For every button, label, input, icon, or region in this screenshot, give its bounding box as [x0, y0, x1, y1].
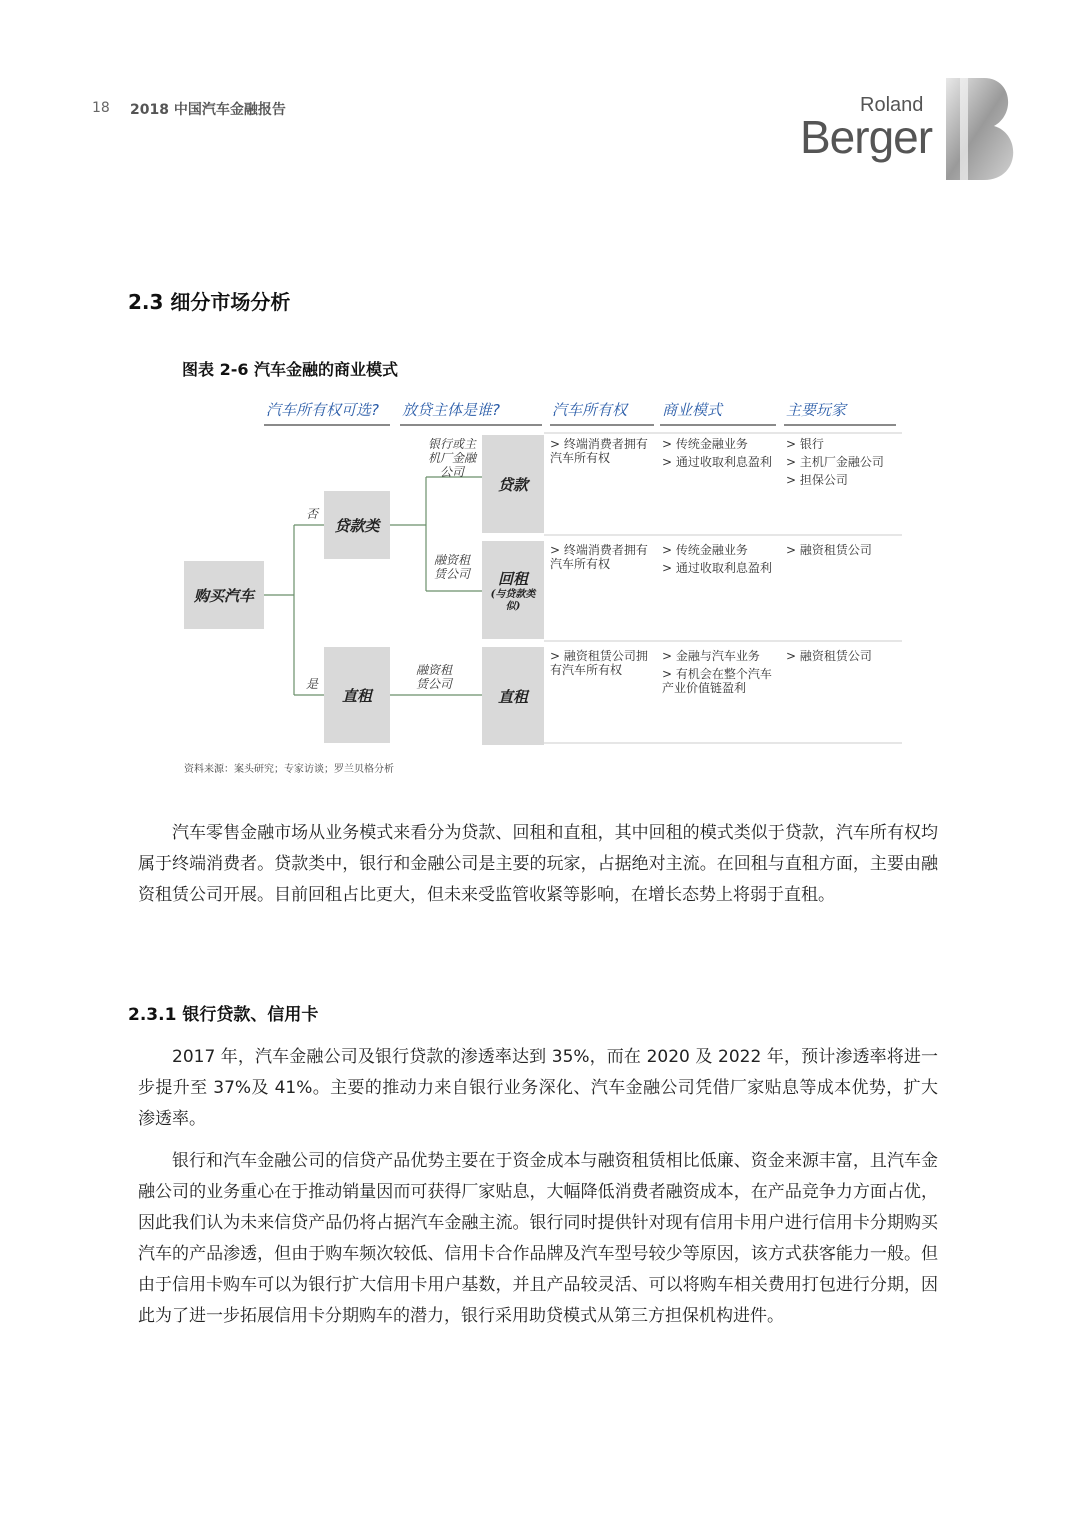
paragraph-text: 银行和汽车金融公司的信贷产品优势主要在于资金成本与融资租赁相比低廉、资金来源丰富，且汽车金融公司的业务重心在于推动销量因而可获得厂家贴息，大幅降低消费者融资成本，在产品竞争力方面占优，因此我们认为未来信贷产品仍将占据汽车金融主流。银行同时提供针对现有信用卡用户进行信用卡分期购买汽车的产品渗透，但由于购车频次较低、信用卡合作品牌及汽车型号较少等原因，该方式获客能力一般。但由于信用卡购车可以为银行扩大信用卡用户基数，并且产品较灵活、可以将购车相关费用打包进行分期，因此为了进一步拓展信用卡分期购车的潜力，银行采用助贷模式从第三方担保机构进件。	[138, 1151, 938, 1326]
body-paragraph-3	[138, 1146, 938, 1332]
document-title: 2018 中国汽车金融报告	[130, 102, 286, 118]
col-head-ownership: 汽车所有权	[552, 401, 628, 419]
col-head-main-players: 主要玩家	[786, 401, 847, 419]
col-head-business-model: 商业模式	[662, 401, 723, 419]
row1-model-2: > 通过收取利息盈利	[662, 455, 772, 469]
figure-title: 图表 2-6 汽车金融的商业模式	[182, 360, 399, 379]
roland-berger-logo	[944, 76, 1024, 182]
row1-player-2: > 主机厂金融公司	[786, 455, 884, 469]
paragraph-text: 2017 年，汽车金融公司及银行贷款的渗透率达到 35%，而在 2020 及 2022 年，预计渗透率将进一步提升至 37%及 41%。主要的推动力来自银行业务深化、汽车金融公司凭借厂家贴息等成本优势，扩大渗透率。	[138, 1047, 938, 1129]
section-title: 2.3 细分市场分析	[128, 290, 291, 314]
business-model-diagram	[180, 395, 910, 755]
row3-model-2: > 有机会在整个汽车产业价值链盈利	[662, 667, 772, 695]
branch-no-label: 否	[306, 507, 319, 521]
row2-player-1: > 融资租赁公司	[786, 543, 872, 557]
node-loan-type: 贷款类	[324, 491, 390, 559]
row1-player-3: > 担保公司	[786, 473, 848, 487]
row3-player-1: > 融资租赁公司	[786, 649, 872, 663]
node-leaseback	[482, 541, 544, 639]
col-head-lender: 放贷主体是谁?	[402, 401, 500, 419]
node-leaseback-label: 回租	[497, 569, 528, 588]
row3-ownership: > 融资租赁公司拥有汽车所有权	[550, 649, 648, 677]
body-paragraph-2	[138, 1042, 938, 1135]
lender-leasing-label-1: 融资租赁公司	[433, 553, 470, 581]
node-leaseback-note: (与贷款类似)	[490, 588, 536, 612]
subsection-title: 2.3.1 银行贷款、信用卡	[128, 1005, 319, 1025]
row1-ownership: > 终端消费者拥有汽车所有权	[550, 437, 648, 465]
node-buy-car: 购买汽车	[184, 561, 264, 629]
page-number: 18	[92, 100, 110, 116]
row2-model-1: > 传统金融业务	[662, 543, 748, 557]
logo-text-roland: Roland	[860, 94, 924, 116]
logo-text-berger: Berger	[800, 111, 933, 163]
row2-model-2: > 通过收取利息盈利	[662, 561, 772, 575]
row3-model-1: > 金融与汽车业务	[662, 649, 760, 663]
node-loan: 贷款	[482, 435, 544, 533]
node-direct-lease: 直租	[324, 647, 390, 743]
lender-bank-label: 银行或主机厂金融公司	[427, 437, 476, 479]
body-paragraph-1	[138, 818, 938, 911]
row1-player-1: > 银行	[786, 437, 824, 451]
node-direct-lease-out: 直租	[482, 647, 544, 745]
col-head-ownership-optional: 汽车所有权可选?	[266, 401, 379, 419]
branch-yes-label: 是	[306, 677, 319, 691]
row2-ownership: > 终端消费者拥有汽车所有权	[550, 543, 648, 571]
figure-source: 资料来源：案头研究；专家访谈；罗兰贝格分析	[184, 764, 394, 775]
lender-leasing-label-2: 融资租赁公司	[415, 663, 452, 691]
row1-model-1: > 传统金融业务	[662, 437, 748, 451]
paragraph-text: 汽车零售金融市场从业务模式来看分为贷款、回租和直租，其中回租的模式类似于贷款，汽车所有权均属于终端消费者。贷款类中，银行和金融公司是主要的玩家，占据绝对主流。在回租与直租方面，主要由融资租赁公司开展。目前回租占比更大，但未来受监管收紧等影响，在增长态势上将弱于直租。	[138, 823, 938, 905]
